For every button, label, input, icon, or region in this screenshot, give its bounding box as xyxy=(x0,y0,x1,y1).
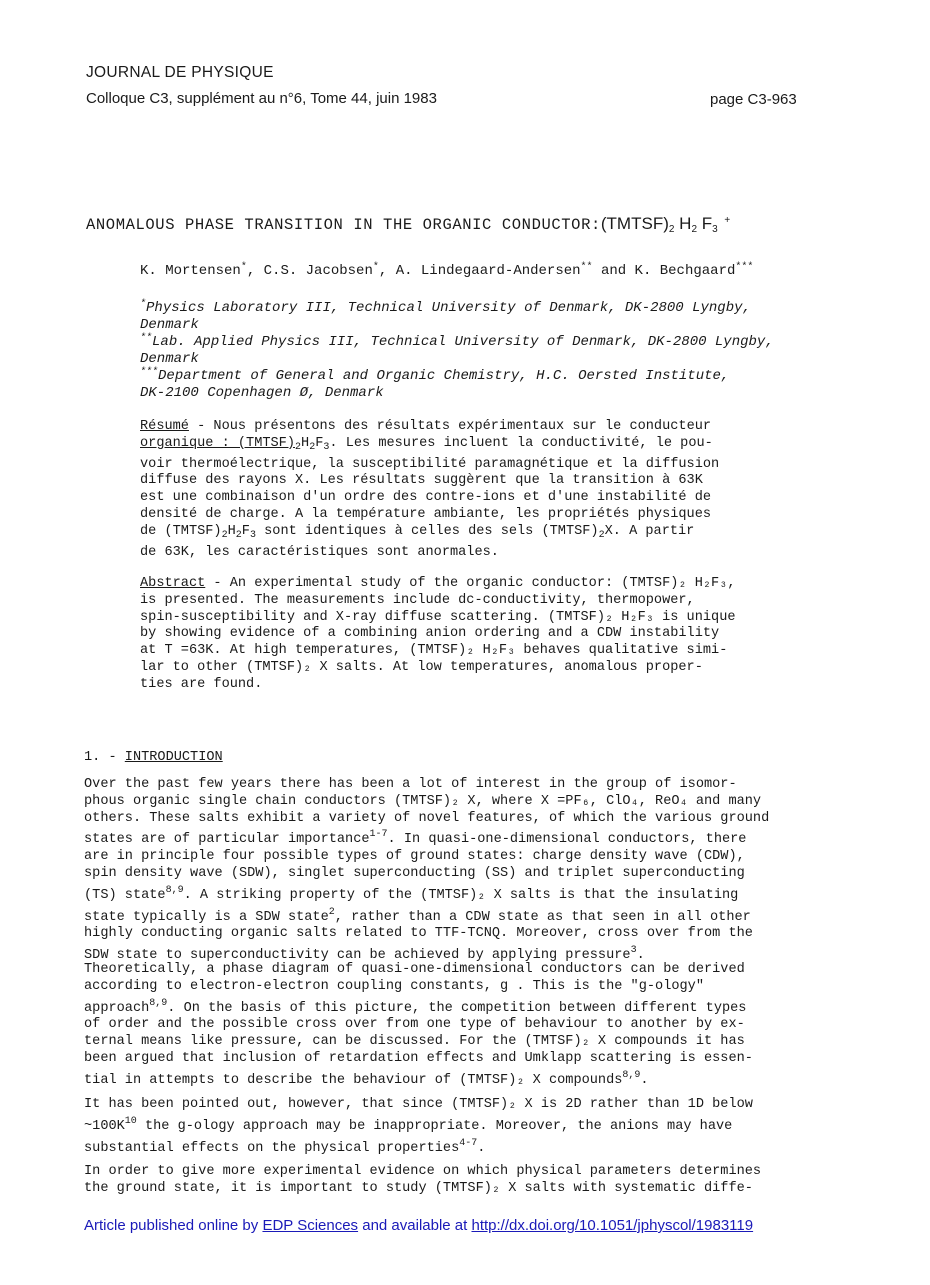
section-heading-introduction: 1. - INTRODUCTION xyxy=(84,750,223,765)
abstract-paragraph: Abstract - An experimental study of the organic conductor: (TMTSF)₂ H₂F₃, is presented. The measurements include dc-conductivity, thermopower, spin-susceptibility and X-ray diffuse scattering. (TMTSF)₂ H₂F₃ is unique by showing evidence of a combining anion ordering and a CDW instability at T =63K. At high temperatures, (TMTSF)₂ H₂F₃ behaves qualitative simi- lar to other (TMTSF)₂ X salts. At low temperatures, anomalous proper- ties are found. xyxy=(140,576,736,692)
intro-paragraph-2: Theoretically, a phase diagram of quasi-one-dimensional conductors can be derived according to electron-electron coupling constants, g . This is the "g-ology" approach$^{8,9}$. On the basis of this picture, the competition between different types of order and the possible cross over from one type of behaviour to another by ex- ternal means like pressure, can be discussed. For the (TMTSF)₂ X compounds it has been argued that inclusion of retardation effects and Umklapp scattering is essen- tial in attempts to describe the behaviour of (TMTSF)₂ X compounds$^{8,9}$. xyxy=(84,962,753,1088)
title-footnote-mark: + xyxy=(717,216,731,227)
resume-paragraph: Résumé - Nous présentons des résultats expérimentaux sur le conducteur organique : $(TMTSF)_2H_2F_3$. Les mesures incluent la conductivité, le pou- voir thermoélectrique, la susceptibilité paramagnétique et la diffusion diffuse des rayons X. Les résultats suggèrent que la transition à 63K est une combinaison d'un ordre des contre-ions et d'une instabilité de densité de charge. A la température ambiante, les propriétés physiques de $(TMTSF)_2H_2F_3$ sont identiques à celles des sels $(TMTSF)_2X$. A partir de 63K, les caractéristiques sont anormales. xyxy=(140,419,720,560)
affiliation-3: ***Department of General and Organic Chemistry, H.C. Oersted Institute, DK-2100 Copenhagen Ø, Denmark xyxy=(140,367,730,401)
intro-paragraph-1: Over the past few years there has been a lot of interest in the group of isomor- phous organic single chain conductors (TMTSF)₂ X, where X =PF₆, ClO₄, ReO₄ and many others. These salts exhibit a variety of novel features, of which the various ground states are of particular importance$^{1-7}$. In quasi-one-dimensional conductors, there are in principle four possible types of ground states: charge density wave (CDW), spin density wave (SDW), singlet superconducting (SS) and triplet superconducting (TS) state$^{8,9}$. A striking property of the (TMTSF)₂ X salts is that the insulating state typically is a SDW state$^2$, rather than a CDW state as that seen in all other highly conducting organic salts related to TTF-TCNQ. Moreover, cross over from the SDW state to superconductivity can be achieved by applying pressure$^3$. xyxy=(84,777,770,964)
authors-line: K. Mortensen*, C.S. Jacobsen*, A. Lindegaard-Andersen** and K. Bechgaard*** xyxy=(140,262,754,279)
intro-paragraph-3: It has been pointed out, however, that since (TMTSF)₂ X is 2D rather than 1D below ~100K$^{10}$ the g-ology approach may be inappropriate. Moreover, the anions may have substantial effects on the physical properties$^{4-7}$. xyxy=(84,1097,753,1156)
journal-name: JOURNAL DE PHYSIQUE xyxy=(86,64,274,81)
resume-label: Résumé xyxy=(140,419,189,434)
colloque-line: Colloque C3, supplément au n°6, Tome 44, juin 1983 xyxy=(86,90,437,107)
paper-title xyxy=(86,214,731,235)
page-number: page C3-963 xyxy=(710,91,797,108)
abstract-label: Abstract xyxy=(140,576,206,591)
affiliation-1: *Physics Laboratory III, Technical University of Denmark, DK-2800 Lyngby, Denmark xyxy=(140,299,751,333)
doi-link[interactable]: http://dx.doi.org/10.1051/jphyscol/1983119 xyxy=(471,1217,754,1234)
title-formula: $(TMTSF)_2$ $H_2$ $F_3$ xyxy=(600,214,718,235)
title-text: ANOMALOUS PHASE TRANSITION IN THE ORGANIC CONDUCTOR: xyxy=(86,216,601,234)
intro-paragraph-4: In order to give more experimental evidence on which physical parameters determines the ground state, it is important to study (TMTSF)₂ X salts with systematic diffe- xyxy=(84,1164,762,1196)
publisher-link[interactable]: EDP Sciences xyxy=(262,1217,359,1234)
affiliation-2: **Lab. Applied Physics III, Technical University of Denmark, DK-2800 Lyngby, Denmark xyxy=(140,333,774,367)
publication-footer: Article published online by EDP Sciences and available at http://dx.doi.org/10.1051/jphyscol/1983119 xyxy=(84,1217,754,1234)
